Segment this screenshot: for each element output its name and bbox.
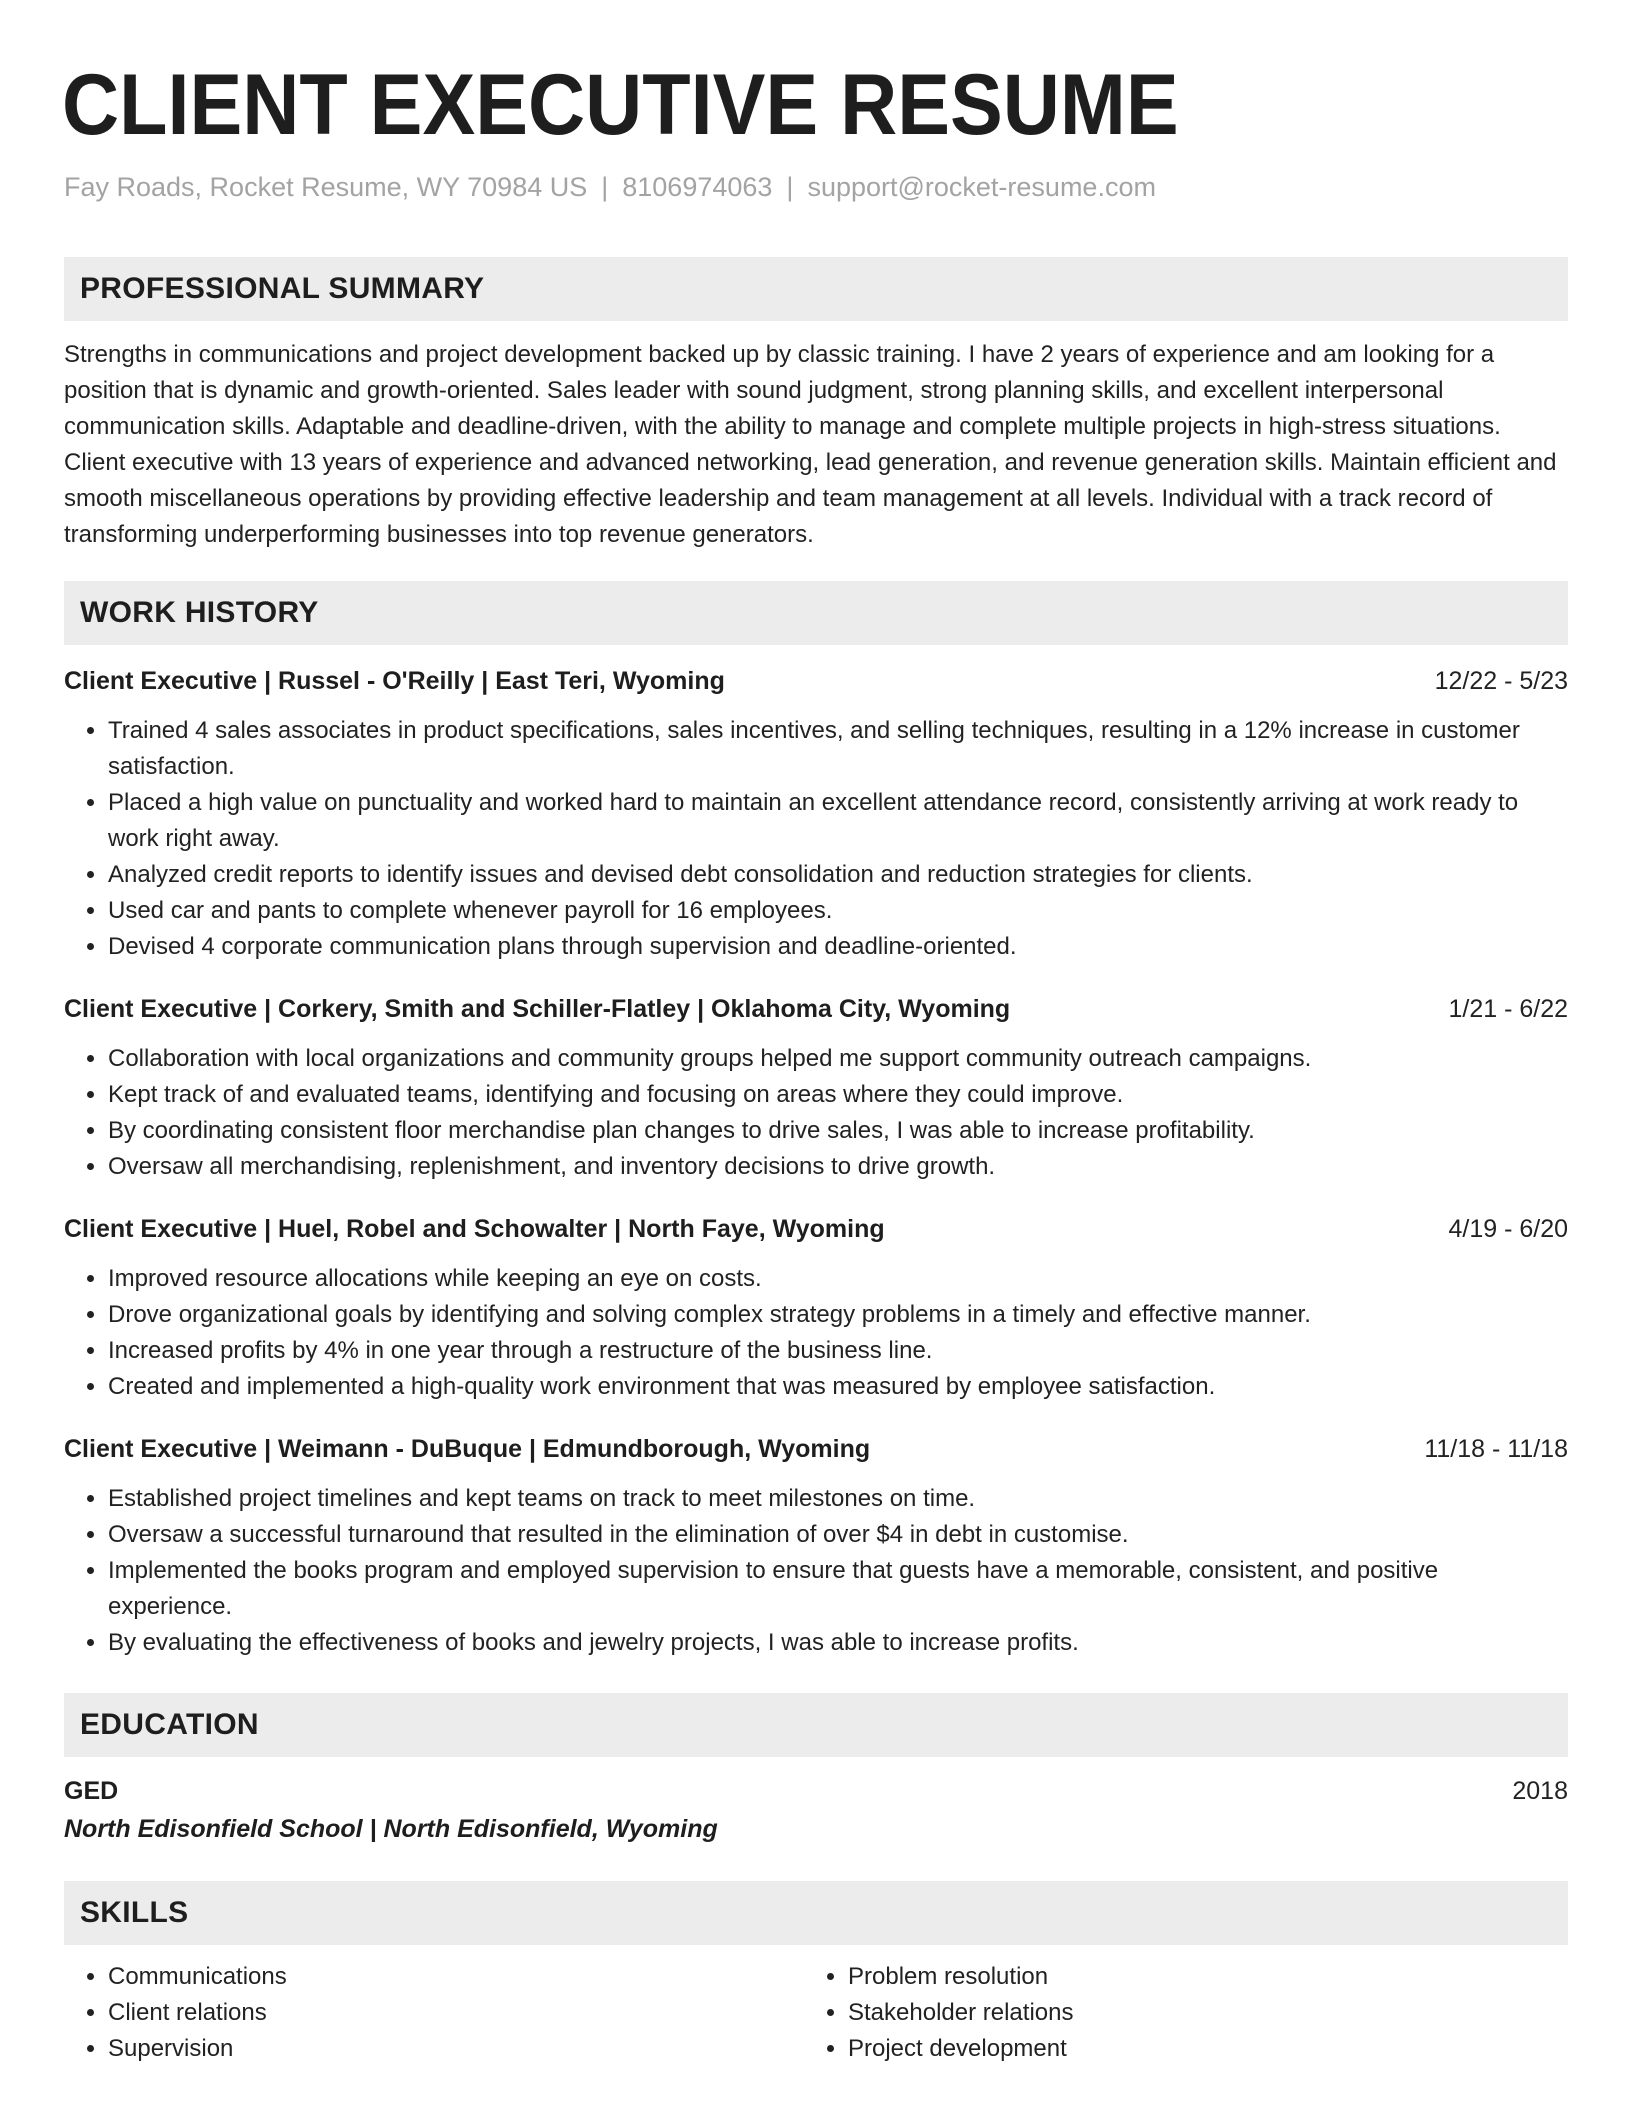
- skill-item: • Project development: [848, 2031, 1544, 2067]
- contact-address: Fay Roads, Rocket Resume, WY 70984 US: [64, 172, 588, 202]
- job-dates: 12/22 - 5/23: [1434, 667, 1568, 695]
- job-bullet: • Trained 4 sales associates in product specifications, sales incentives, and selling techniques, resulting in a 12% increase in customer satisfaction.: [108, 713, 1568, 785]
- job-bullets: [64, 1261, 1568, 1405]
- job-bullet: • By coordinating consistent floor merchandise plan changes to drive sales, I was able to increase profitability.: [108, 1113, 1568, 1149]
- job-title: Client Executive | Weimann - DuBuque | Edmundborough, Wyoming: [64, 1435, 871, 1463]
- work-history-list: [64, 663, 1568, 1661]
- job-bullet: • Oversaw a successful turnaround that resulted in the elimination of over $4 in debt in customise.: [108, 1517, 1568, 1553]
- skill-item: • Supervision: [108, 2031, 804, 2067]
- skills-list: [64, 1959, 1568, 2067]
- job-bullet: • Used car and pants to complete whenever payroll for 16 employees.: [108, 893, 1568, 929]
- job-bullet: • Devised 4 corporate communication plans through supervision and deadline-oriented.: [108, 929, 1568, 965]
- job-bullet: • Created and implemented a high-quality work environment that was measured by employee satisfaction.: [108, 1369, 1568, 1405]
- skill-item: • Client relations: [108, 1995, 804, 2031]
- job-entry: [64, 1431, 1568, 1661]
- resume-title: CLIENT EXECUTIVE RESUME: [62, 57, 1179, 153]
- section-heading-skills: SKILLS: [64, 1881, 1568, 1945]
- job-bullets: [64, 713, 1568, 965]
- contact-separator: |: [601, 172, 609, 202]
- job-bullet: • Oversaw all merchandising, replenishment, and inventory decisions to drive growth.: [108, 1149, 1568, 1185]
- skills-column-right: [804, 1959, 1544, 2067]
- job-bullet: • Increased profits by 4% in one year through a restructure of the business line.: [108, 1333, 1568, 1369]
- job-entry: [64, 991, 1568, 1185]
- job-bullets: [64, 1481, 1568, 1661]
- job-bullet: • Implemented the books program and employed supervision to ensure that guests have a memorable, consistent, and positive experience.: [108, 1553, 1568, 1625]
- job-bullet: • Analyzed credit reports to identify issues and devised debt consolidation and reduction strategies for clients.: [108, 857, 1568, 893]
- job-title-row: [64, 991, 1568, 1027]
- job-bullet: • Collaboration with local organizations and community groups helped me support community outreach campaigns.: [108, 1041, 1568, 1077]
- job-title: Client Executive | Russel - O'Reilly | East Teri, Wyoming: [64, 667, 725, 695]
- skills-column-left: [64, 1959, 804, 2067]
- job-bullets: [64, 1041, 1568, 1185]
- job-bullet: • Improved resource allocations while keeping an eye on costs.: [108, 1261, 1568, 1297]
- job-entry: [64, 1211, 1568, 1405]
- job-title-row: [64, 663, 1568, 699]
- contact-separator: |: [786, 172, 794, 202]
- job-title-row: [64, 1211, 1568, 1247]
- job-title-row: [64, 1431, 1568, 1467]
- job-bullet: • Established project timelines and kept teams on track to meet milestones on time.: [108, 1481, 1568, 1517]
- education-degree: GED: [64, 1777, 119, 1805]
- job-bullet: • Drove organizational goals by identifying and solving complex strategy problems in a timely and effective manner.: [108, 1297, 1568, 1333]
- job-bullet: • Kept track of and evaluated teams, identifying and focusing on areas where they could improve.: [108, 1077, 1568, 1113]
- contact-line: [64, 172, 1568, 203]
- education-row: [64, 1773, 1568, 1809]
- job-dates: 11/18 - 11/18: [1424, 1435, 1568, 1463]
- education-year: 2018: [1512, 1777, 1568, 1805]
- section-heading-summary: PROFESSIONAL SUMMARY: [64, 257, 1568, 321]
- job-bullet: • Placed a high value on punctuality and worked hard to maintain an excellent attendance record, consistently arriving at work ready to work right away.: [108, 785, 1568, 857]
- job-title: Client Executive | Corkery, Smith and Schiller-Flatley | Oklahoma City, Wyoming: [64, 995, 1011, 1023]
- section-heading-work: WORK HISTORY: [64, 581, 1568, 645]
- section-heading-education: EDUCATION: [64, 1693, 1568, 1757]
- job-entry: [64, 663, 1568, 965]
- contact-phone: 8106974063: [622, 172, 773, 202]
- contact-email: support@rocket-resume.com: [807, 172, 1156, 202]
- job-bullet: • By evaluating the effectiveness of books and jewelry projects, I was able to increase profits.: [108, 1625, 1568, 1661]
- education-school: North Edisonfield School | North Edisonfield, Wyoming: [64, 1815, 718, 1843]
- job-title: Client Executive | Huel, Robel and Schowalter | North Faye, Wyoming: [64, 1215, 885, 1243]
- skill-item: • Communications: [108, 1959, 804, 1995]
- job-dates: 1/21 - 6/22: [1448, 995, 1568, 1023]
- skill-item: • Problem resolution: [848, 1959, 1544, 1995]
- job-dates: 4/19 - 6/20: [1448, 1215, 1568, 1243]
- summary-text: Strengths in communications and project development backed up by classic training. I have 2 years of experience and am looking for a position that is dynamic and growth-oriented. Sales leader with sound judgment, strong planning skills, and excellent interpersonal communication skills. Adaptable and deadline-driven, with the ability to manage and complete multiple projects in high-stress situations. Client executive with 13 years of experience and advanced networking, lead generation, and revenue generation skills. Maintain efficient and smooth miscellaneous operations by providing effective leadership and team management at all levels. Individual with a track record of transforming underperforming businesses into top revenue generators.: [64, 341, 1557, 548]
- skill-item: • Stakeholder relations: [848, 1995, 1544, 2031]
